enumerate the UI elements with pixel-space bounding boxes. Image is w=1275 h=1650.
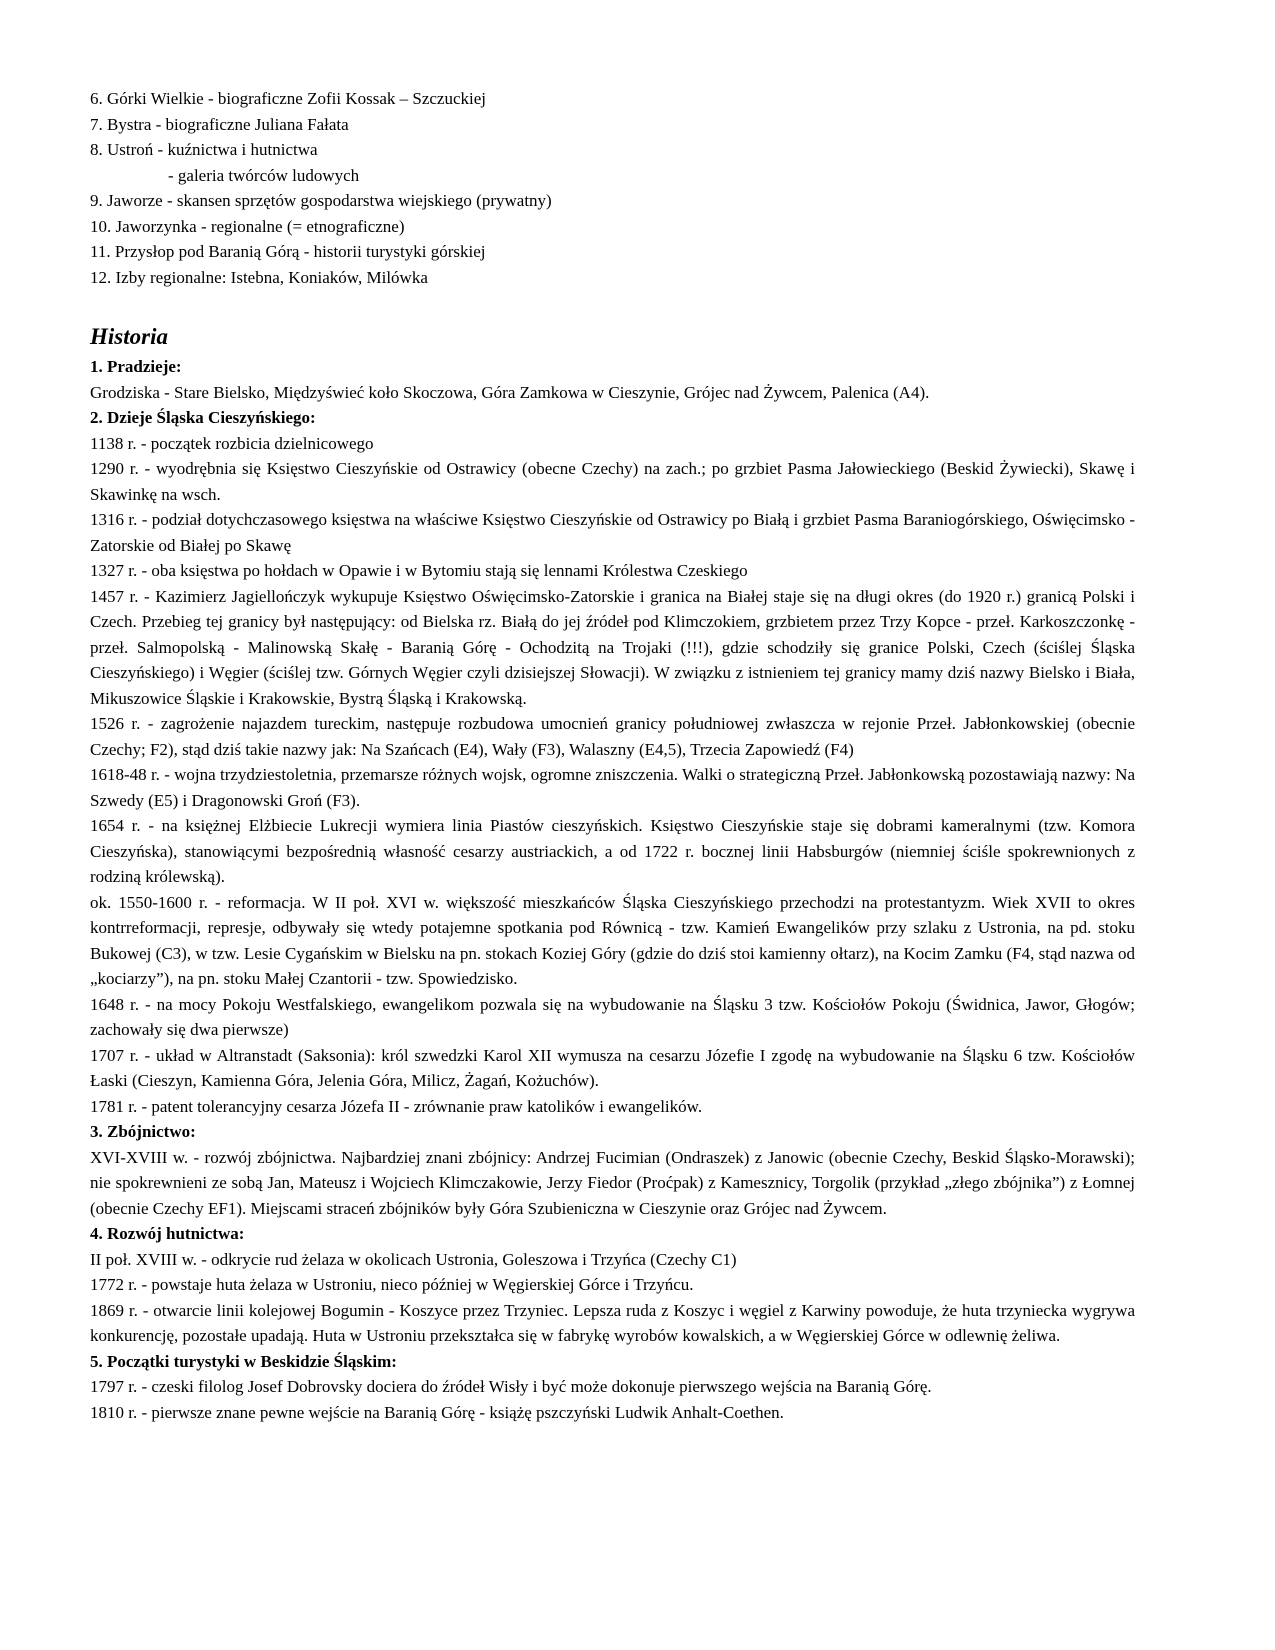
list-item: 12. Izby regionalne: Istebna, Koniaków, Milówka [90, 267, 428, 287]
section-title: 4. Rozwój hutnictwa: [90, 1224, 245, 1243]
section-title: 5. Początki turystyki w Beskidzie Śląskim: [90, 1351, 397, 1371]
list-item: 10. Jaworzynka - regionalne (= etnograficzne) [90, 216, 405, 236]
list-item-indented: - galeria twórców ludowych [168, 165, 360, 185]
paragraph: XVI-XVIII w. - rozwój zbójnictwa. Najbardziej znani zbójnicy: Andrzej Fucimian (Ondraszek) z Janowic (obecnie Czechy, Beskid Śląsko-Morawski); nie spokrewnieni ze sobą Jan, Mateusz i Wojciech Klimczakowie, Jerzy Fiedor (Proćpak) z Kamesznicy, Torgolik (przykład „złego zbójnika”) z Łomnej (obecnie Czechy EF1). Miejscami straceń zbójników były Góra Szubieniczna w Cieszynie oraz Grójec nad Żywcem. [90, 1147, 1135, 1218]
blank-space [90, 290, 1135, 320]
paragraph: 1316 r. - podział dotychczasowego księstwa na właściwe Księstwo Cieszyńskie od Ostrawicy po Białą i grzbiet Pasma Baraniogórskiego, Oświęcimsko - Zatorskie od Białej po Skawę [90, 510, 1135, 555]
paragraph: ok. 1550-1600 r. - reformacja. W II poł. XVI w. większość mieszkańców Śląska Cieszyńskiego przechodzi na protestantyzm. Wiek XVII to okres kontrreformacji, represje, odbywały się wtedy potajemne spotkania pod Równicą - tzw. Kamień Ewangelików przy szlaku z Ustronia, na pd. stoku Bukowej (C3), w tzw. Lesie Cygańskim w Bielsku na pn. stokach Koziej Góry (gdzie do dziś stoi kamienny ołtarz), na Kocim Zamku (F4, stąd nazwa od „kociarzy”), na pn. stoku Małej Czantorii - tzw. Spowiedzisko. [90, 892, 1135, 988]
paragraph: Grodziska - Stare Bielsko, Międzyświeć koło Skoczowa, Góra Zamkowa w Cieszynie, Grójec nad Żywcem, Palenica (A4). [90, 382, 930, 402]
paragraph: 1526 r. - zagrożenie najazdem tureckim, następuje rozbudowa umocnień granicy południowej zwłaszcza w rejonie Przeł. Jabłonkowskiej (obecnie Czechy; F2), stąd dziś takie nazwy jak: Na Szańcach (E4), Wały (F3), Walaszny (E4,5), Trzecia Zapowiedź (F4) [90, 714, 1135, 759]
document-content [90, 86, 1135, 1425]
paragraph: 1138 r. - początek rozbicia dzielnicowego [90, 433, 374, 453]
paragraph: 1457 r. - Kazimierz Jagiellończyk wykupuje Księstwo Oświęcimsko-Zatorskie i granica na Białej staje się na długi okres (do 1920 r.) granicą Polski i Czech. Przebieg tej granicy był następujący: od Bielska rz. Białą do jej źródeł pod Klimczokiem, grzbietem przez Trzy Kopce - przeł. Karkoszczonkę - przeł. Salmopolską - Malinowską Skałę - Baranią Górę - Ochodzitą na Trojaki (!!!), gdzie schodziły się granice Polski, Czech (ściślej Śląska Cieszyńskiego) i Węgier (ściślej tzw. Górnych Węgier czyli dzisiejszej Słowacji). W związku z istnieniem tej granicy mamy dziś nazwy Bielsko i Biała, Mikuszowice Śląskie i Krakowskie, Bystrą Śląską i Krakowską. [90, 586, 1135, 708]
paragraph: 1648 r. - na mocy Pokoju Westfalskiego, ewangelikom pozwala się na wybudowanie na Śląsku 3 tzw. Kościołów Pokoju (Świdnica, Jawor, Głogów; zachowały się dwa pierwsze) [90, 994, 1135, 1039]
section-title: 2. Dzieje Śląska Cieszyńskiego: [90, 408, 316, 427]
paragraph: 1618-48 r. - wojna trzydziestoletnia, przemarsze różnych wojsk, ogromne zniszczenia. Walki o strategiczną Przeł. Jabłonkowską pozostawiają nazwy: Na Szwedy (E5) i Dragonowski Groń (F3). [90, 765, 1135, 810]
paragraph: 1810 r. - pierwsze znane pewne wejście na Baranią Górę - książę pszczyński Ludwik Anhalt-Coethen. [90, 1402, 784, 1422]
paragraph: 1797 r. - czeski filolog Josef Dobrovsky dociera do źródeł Wisły i być może dokonuje pierwszego wejścia na Baranią Górę. [90, 1377, 932, 1396]
list-item: 8. Ustroń - kuźnictwa i hutnictwa [90, 140, 318, 159]
list-item: 7. Bystra - biograficzne Juliana Fałata [90, 114, 349, 134]
section-title: 3. Zbójnictwo: [90, 1122, 196, 1141]
paragraph: 1654 r. - na księżnej Elżbiecie Lukrecji wymiera linia Piastów cieszyńskich. Księstwo Cieszyńskie staje się dobrami kameralnymi (tzw. Komora Cieszyńska), stanowiącymi bezpośrednią własność cesarzy austriackich, a od 1722 r. bocznej linii Habsburgów (niemniej ściśle spokrewnionych z rodziną królewską). [90, 816, 1135, 886]
section-title: 1. Pradzieje: [90, 357, 182, 376]
paragraph: II poł. XVIII w. - odkrycie rud żelaza w okolicach Ustronia, Goleszowa i Trzyńca (Czechy C1) [90, 1249, 737, 1269]
paragraph: 1772 r. - powstaje huta żelaza w Ustroniu, nieco później w Węgierskiej Górce i Trzyńcu. [90, 1275, 694, 1294]
paragraph: 1781 r. - patent tolerancyjny cesarza Józefa II - zrównanie praw katolików i ewangelików. [90, 1096, 703, 1116]
list-item: 9. Jaworze - skansen sprzętów gospodarstwa wiejskiego (prywatny) [90, 191, 552, 210]
list-item: 6. Górki Wielkie - biograficzne Zofii Kossak – Szczuckiej [90, 89, 487, 108]
paragraph: 1707 r. - układ w Altranstadt (Saksonia): król szwedzki Karol XII wymusza na cesarzu Józefie I zgodę na wybudowanie na Śląsku 6 tzw. Kościołów Łaski (Cieszyn, Kamienna Góra, Jelenia Góra, Milicz, Żagań, Kożuchów). [90, 1045, 1135, 1090]
paragraph: 1327 r. - oba księstwa po hołdach w Opawie i w Bytomiu stają się lennami Królestwa Czeskiego [90, 561, 748, 580]
list-item: 11. Przysłop pod Baranią Górą - historii turystyki górskiej [90, 242, 486, 261]
paragraph: 1290 r. - wyodrębnia się Księstwo Cieszyńskie od Ostrawicy (obecne Czechy) na zach.; po grzbiet Pasma Jałowieckiego (Beskid Żywiecki), Skawę i Skawinkę na wsch. [90, 459, 1135, 504]
paragraph: 1869 r. - otwarcie linii kolejowej Bogumin - Koszyce przez Trzyniec. Lepsza ruda z Koszyc i węgiel z Karwiny powoduje, że huta trzyniecka wygrywa konkurencję, pozostałe upadają. Huta w Ustroniu przekształca się w fabrykę wyrobów kowalskich, a w Węgierskiej Górce w odlewnię żeliwa. [90, 1300, 1135, 1345]
page-heading: Historia [90, 324, 168, 349]
